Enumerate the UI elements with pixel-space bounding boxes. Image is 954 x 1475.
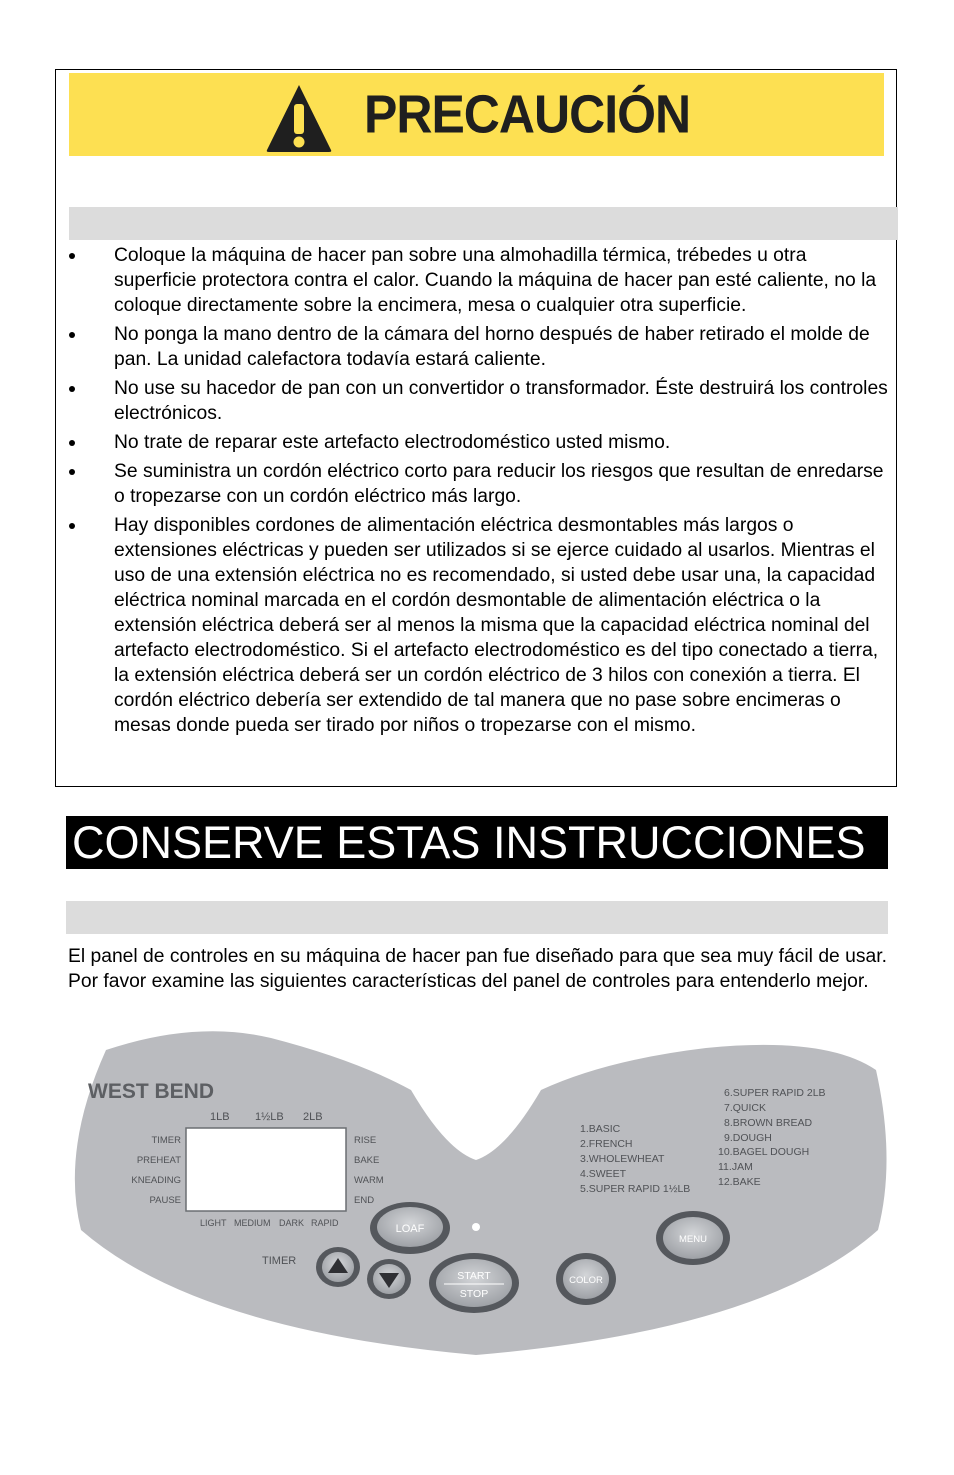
menu-program-label: 11.JAM — [718, 1161, 753, 1173]
intro-paragraph: El panel de controles en su máquina de hacer pan fue diseñado para que sea muy fácil de usar. Por favor examine las siguientes características del panel de controles para entenderlo mejor. — [68, 946, 887, 992]
caution-box — [55, 69, 897, 787]
menu-program-label: 7.QUICK — [724, 1102, 767, 1114]
timer-down-button[interactable] — [367, 1259, 411, 1299]
conserve-heading: CONSERVE ESTAS INSTRUCCIONES — [66, 816, 888, 869]
caution-list — [69, 243, 889, 742]
caution-title: PRECAUCIÓN — [364, 83, 691, 145]
bullet-icon — [69, 440, 75, 446]
menu-program-label: 2.FRENCH — [580, 1138, 633, 1150]
indicator-label: BAKE — [354, 1155, 380, 1166]
brand-logo: WEST BEND — [88, 1080, 214, 1103]
start-stop-button[interactable] — [429, 1253, 519, 1313]
list-item: No use su hacedor de pan con un convertidor o transformador. Éste destruirá los controles electrónicos. — [69, 376, 889, 426]
control-panel-illustration — [66, 1030, 888, 1370]
svg-text:COLOR: COLOR — [569, 1275, 603, 1286]
bullet-icon — [69, 523, 75, 529]
indicator-label: END — [354, 1195, 375, 1206]
crust-label: DARK — [279, 1218, 305, 1228]
list-item: Coloque la máquina de hacer pan sobre una almohadilla térmica, trébedes u otra superficie protectora contra el calor. Cuando la máquina de hacer pan esté caliente, no la coloque directamente sobre la encimera, mesa o cualquier otra superficie. — [69, 243, 889, 318]
menu-button[interactable] — [656, 1211, 730, 1265]
indicator-led — [472, 1223, 480, 1231]
color-button[interactable] — [556, 1253, 616, 1305]
menu-program-label: 9.DOUGH — [724, 1132, 772, 1144]
svg-text:LOAF: LOAF — [395, 1223, 425, 1235]
indicator-label: WARM — [354, 1175, 384, 1186]
menu-program-label: 6.SUPER RAPID 2LB — [724, 1087, 826, 1099]
list-item: Hay disponibles cordones de alimentación eléctrica desmontables más largos o extensiones eléctricas y pueden ser utilizados si se ejerce cuidado al usarlos. Mientras el uso de una extensión eléctrica no es recomendado, si usted debe usar una, la capacidad eléctrica nominal marcada en el cordón desmontable de alimentación eléctrica o la extensión eléctrica deberá ser al menos la misma que la capacidad eléctrica nominal del artefacto electrodoméstico. Si el artefacto electrodoméstico es del tipo conectado a tierra, la extensión eléctrica deberá ser un cordón eléctrico de 3 hilos con conexión a tierra. El cordón eléctrico debería ser extendido de tal manera que no pase sobre encimeras o mesas donde pueda ser tirado por niños o tropezarse con el mismo. — [69, 513, 889, 738]
timer-label: TIMER — [262, 1255, 297, 1267]
indicator-label: RISE — [354, 1135, 377, 1146]
section-divider — [66, 901, 888, 934]
menu-program-label: 4.SWEET — [580, 1168, 627, 1180]
menu-program-label: 1.BASIC — [580, 1123, 621, 1135]
indicator-label: TIMER — [151, 1135, 181, 1146]
indicator-label: PREHEAT — [136, 1155, 181, 1166]
menu-program-label: 8.BROWN BREAD — [724, 1117, 813, 1129]
crust-label: RAPID — [311, 1218, 339, 1228]
list-item: No trate de reparar este artefacto electrodoméstico usted mismo. — [69, 430, 889, 455]
loaf-size-label: 2LB — [303, 1111, 323, 1123]
indicator-label: KNEADING — [131, 1175, 181, 1186]
svg-text:STOP: STOP — [459, 1288, 489, 1300]
loaf-size-label: 1½LB — [255, 1111, 284, 1123]
bullet-icon — [69, 253, 75, 259]
loaf-size-label: 1LB — [210, 1111, 230, 1123]
caution-banner — [69, 73, 884, 156]
list-item: Se suministra un cordón eléctrico corto para reducir los riesgos que resultan de enredarse o tropezarse con un cordón eléctrico más largo. — [69, 459, 889, 509]
indicator-label: PAUSE — [149, 1195, 181, 1206]
crust-label: MEDIUM — [234, 1218, 271, 1228]
menu-program-label: 10.BAGEL DOUGH — [718, 1146, 810, 1158]
svg-text:MENU: MENU — [679, 1234, 707, 1245]
menu-program-label: 5.SUPER RAPID 1½LB — [580, 1183, 691, 1195]
menu-program-label: 12.BAKE — [718, 1176, 761, 1188]
svg-text:START: START — [457, 1270, 491, 1282]
loaf-button[interactable] — [370, 1202, 450, 1254]
bullet-icon — [69, 469, 75, 475]
timer-up-button[interactable] — [316, 1247, 360, 1287]
bullet-icon — [69, 386, 75, 392]
warning-icon — [264, 82, 334, 154]
section-divider — [69, 207, 898, 240]
crust-label: LIGHT — [200, 1218, 227, 1228]
lcd-display — [186, 1128, 346, 1211]
menu-program-label: 3.WHOLEWHEAT — [580, 1153, 665, 1165]
bullet-icon — [69, 332, 75, 338]
list-item: No ponga la mano dentro de la cámara del horno después de haber retirado el molde de pan. La unidad calefactora todavía estará caliente. — [69, 322, 889, 372]
